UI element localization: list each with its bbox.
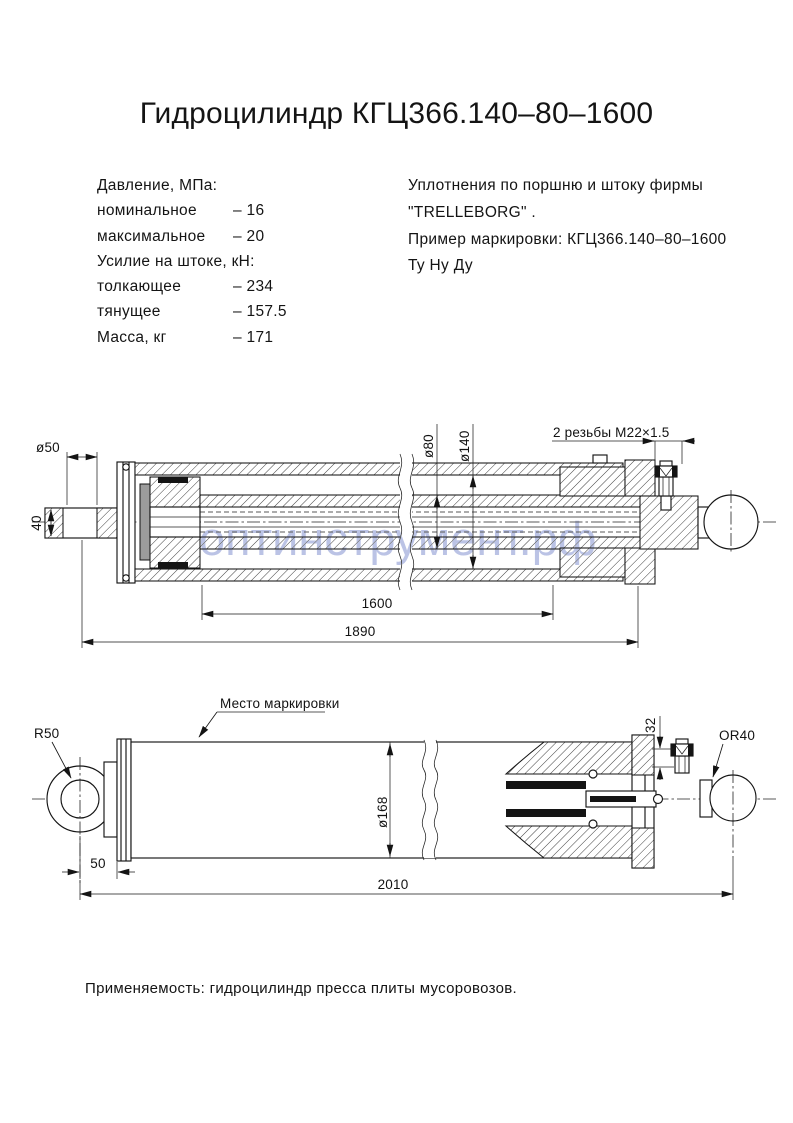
dim-dia50 [67, 452, 97, 505]
spec-value: – 20 [233, 227, 265, 245]
or40-callout [713, 744, 723, 777]
break-line [422, 740, 437, 860]
spec-label: толкающее [97, 278, 182, 296]
barrel-bottom-wall [135, 569, 623, 581]
rear-end-plate [117, 462, 135, 583]
dim-label-dia50: ø50 [36, 440, 60, 455]
spec-label: Давление, МПа: [97, 177, 218, 194]
dim-label-50: 50 [90, 856, 106, 871]
spec-value: – 234 [233, 278, 274, 296]
page-title: Гидроцилиндр КГЦ366.140–80–1600 [139, 97, 654, 130]
port-fitting [671, 739, 693, 773]
dim-label-dia168: ø168 [375, 796, 390, 828]
dim-label-32: 32 [643, 717, 658, 733]
marking-label: Место маркировки [220, 696, 340, 711]
spec-label: Усилие на штоке, кН: [97, 252, 255, 270]
dim-label-r50: R50 [34, 726, 60, 741]
eye-ring [47, 757, 117, 884]
ball-end [700, 770, 756, 858]
application-note: Применяемость: гидроцилиндр пресса плиты мусоровозов. [85, 980, 517, 997]
spec-label: номинальное [97, 202, 197, 220]
spec-label: максимальное [97, 227, 206, 245]
dim-label-40: 40 [29, 515, 44, 531]
dim-label-1600: 1600 [361, 596, 393, 611]
spec-label: Масса, кг [97, 328, 167, 346]
barrel-top-wall [135, 463, 623, 475]
dim-threads [552, 441, 695, 464]
ball-end [698, 490, 758, 554]
rod-tail [45, 508, 117, 538]
note-line: Ту Ну Ду [408, 257, 473, 275]
dim-label-or40: OR40 [719, 728, 756, 743]
spec-value: – 16 [233, 202, 265, 220]
marking-callout [199, 712, 325, 737]
dim-label-dia80: ø80 [421, 434, 436, 458]
watermark: оптинструмент.рф [199, 512, 597, 565]
note-line: "TRELLEBORG" . [408, 203, 537, 221]
note-line: Уплотнения по поршню и штоку фирмы [408, 177, 704, 194]
dim-label-dia140: ø140 [457, 430, 472, 462]
dim-label-2010: 2010 [377, 877, 409, 892]
spec-label: тянущее [97, 303, 161, 321]
piston-assembly [140, 477, 200, 568]
spec-value: – 157.5 [233, 303, 287, 321]
external-view-drawing [32, 696, 778, 900]
thread-callout-label: 2 резьбы М22×1.5 [553, 425, 670, 440]
spec-value: – 171 [233, 328, 274, 346]
dim-label-1890: 1890 [344, 624, 376, 639]
note-line: Пример маркировки: КГЦ366.140–80–1600 [408, 230, 727, 248]
